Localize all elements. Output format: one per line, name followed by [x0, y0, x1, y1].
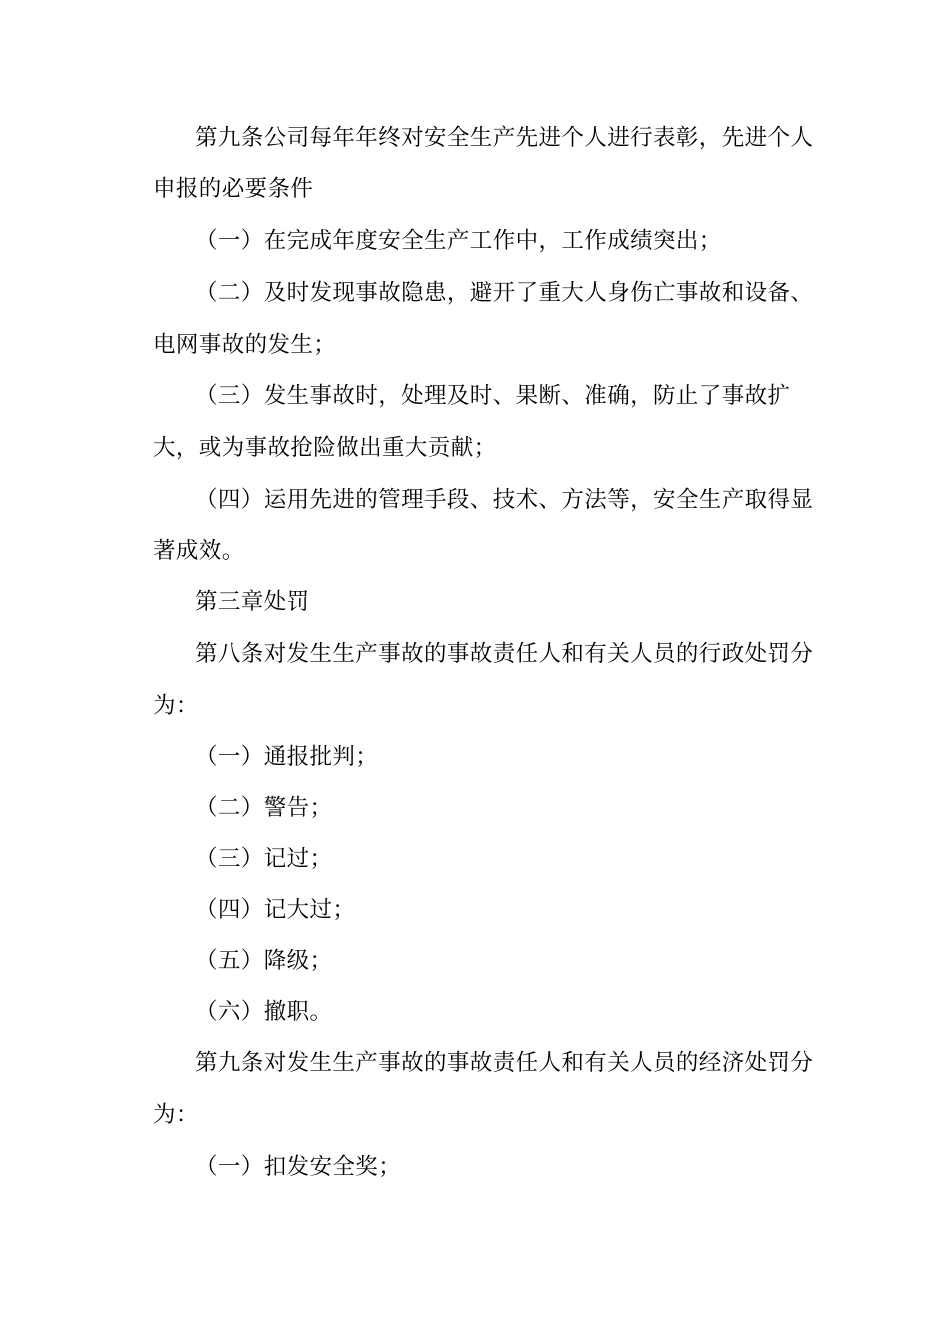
chapter-3-heading: 第三章处罚	[195, 589, 310, 615]
award-condition-2-line-2: 电网事故的发生；	[153, 332, 337, 358]
admin-penalty-1: （一）通报批判；	[195, 744, 379, 770]
admin-penalty-5: （五）降级；	[195, 948, 333, 974]
award-condition-4-line-1: （四）运用先进的管理手段、技术、方法等，安全生产取得显	[195, 487, 814, 513]
economic-penalty-1: （一）扣发安全奖；	[195, 1154, 402, 1180]
admin-penalty-6: （六）撤职。	[195, 999, 333, 1025]
award-condition-1: （一）在完成年度安全生产工作中，工作成绩突出；	[195, 228, 722, 254]
admin-penalty-2: （二）警告；	[195, 795, 333, 821]
award-condition-3-line-2: 大，或为事故抢险做出重大贡献；	[153, 435, 497, 461]
article-9-economic-line-2: 为：	[153, 1102, 199, 1128]
admin-penalty-4: （四）记大过；	[195, 897, 356, 923]
article-8-line-2: 为：	[153, 693, 199, 719]
award-condition-3-line-1: （三）发生事故时，处理及时、果断、准确，防止了事故扩	[195, 383, 791, 409]
article-9-award-line-1: 第九条公司每年年终对安全生产先进个人进行表彰，先进个人	[195, 125, 814, 151]
article-9-award-line-2: 申报的必要条件	[153, 176, 314, 202]
award-condition-4-line-2: 著成效。	[153, 538, 245, 564]
article-9-economic-line-1: 第九条对发生生产事故的事故责任人和有关人员的经济处罚分	[195, 1050, 814, 1076]
admin-penalty-3: （三）记过；	[195, 846, 333, 872]
award-condition-2-line-1: （二）及时发现事故隐患，避开了重大人身伤亡事故和设备、	[195, 280, 814, 306]
article-8-line-1: 第八条对发生生产事故的事故责任人和有关人员的行政处罚分	[195, 641, 814, 667]
